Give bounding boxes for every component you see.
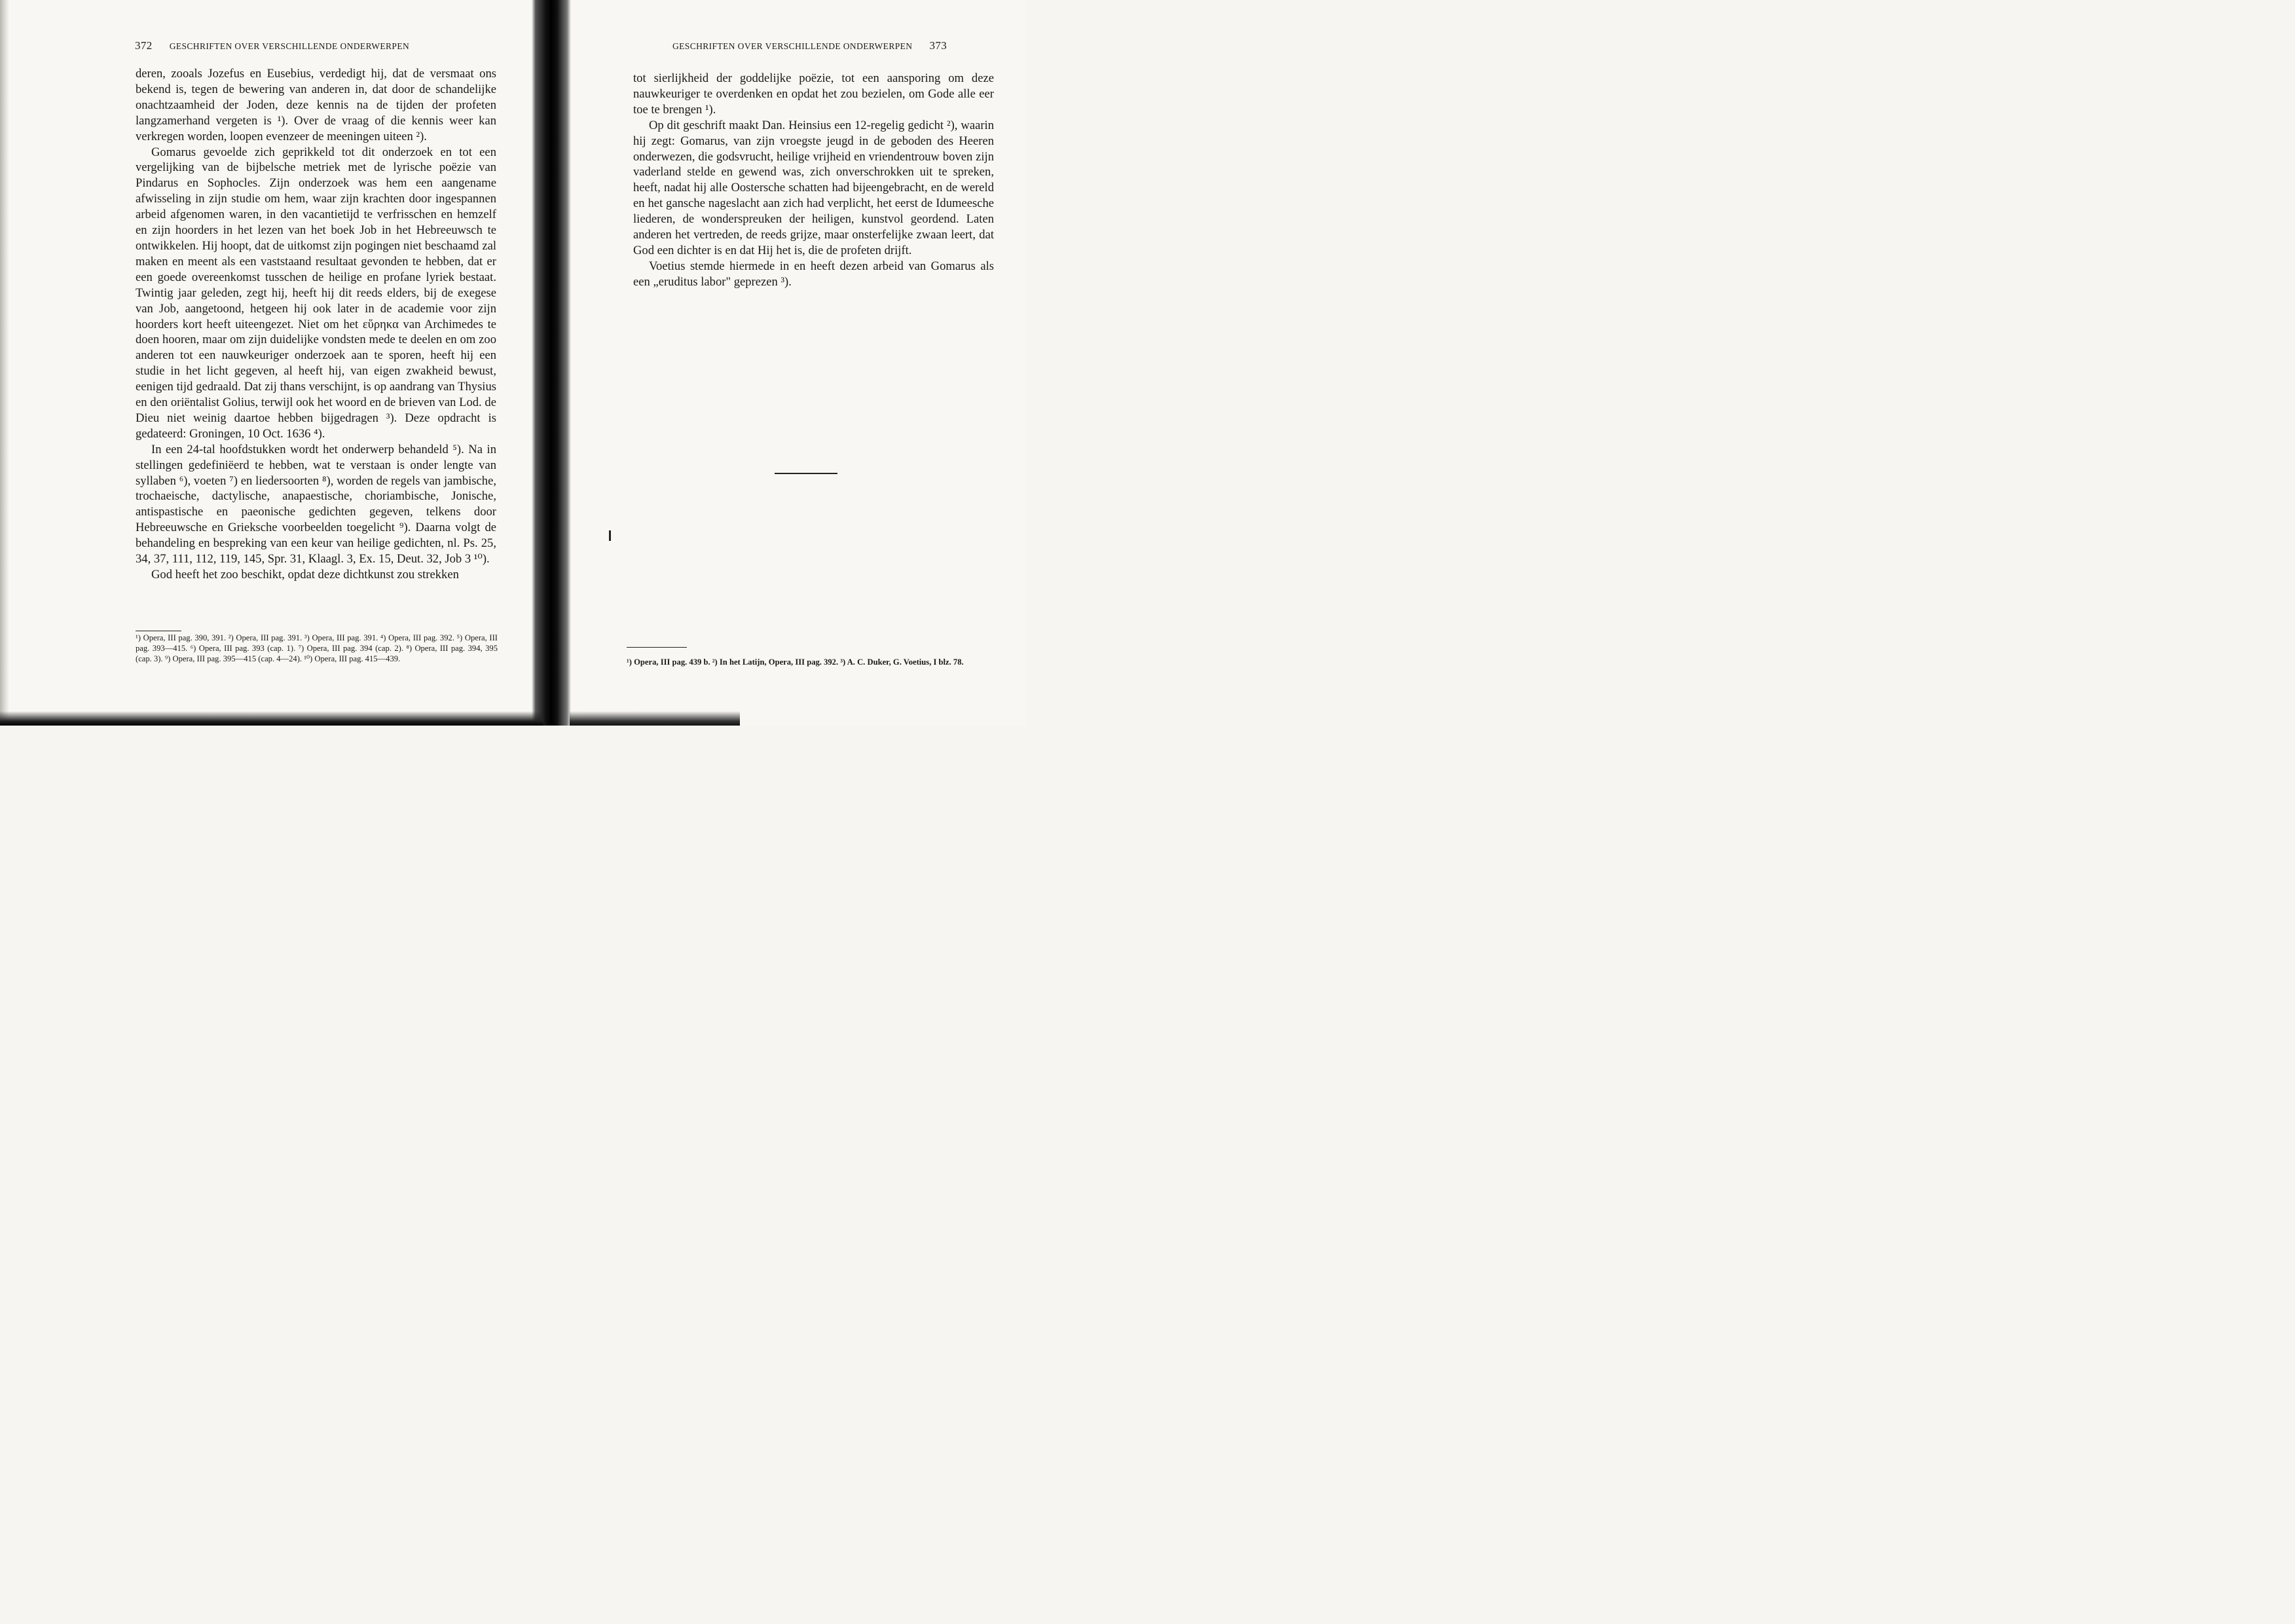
left-paragraph-3: In een 24-tal hoofdstukken wordt het onderwerp behandeld ⁵). Na in stellingen gedefiniëerd te hebben, wat te verstaan is onder lengte van syllaben ⁶), voeten ⁷) en liedersoorten ⁸), worden de regels van jambische, trochaeische, dactylische, anapaestische, choriambische, Jonische, antispastische en paeonische gedichten gegeven, telkens door Hebreeuwsche en Grieksche voorbeelden toegelicht ⁹). Daarna volgt de behandeling en bespreking van een keur van heilige gedichten, nl. Ps. 25, 34, 37, 111, 112, 119, 145, Spr. 31, Klaagl. 3, Ex. 15, Deut. 32, Job 3 ¹⁰). <box>136 442 496 566</box>
left-running-head <box>135 39 409 52</box>
left-page-number: 372 <box>135 39 153 52</box>
left-paragraph-1: deren, zooals Jozefus en Eusebius, verdedigt hij, dat de versmaat ons bekend is, tegen de bewering van anderen in, dat door de schandelijke onachtzaamheid der Joden, deze kennis na de tijden der profeten langzamerhand vergeten is ¹). Over de vraag of die kennis weer kan verkregen worden, loopen evenzeer de meeningen uiteen ²). <box>136 67 496 143</box>
right-paragraph-3: Voetius stemde hiermede in en heeft dezen arbeid van Gomarus als een „eruditus labor" geprezen ³). <box>633 259 994 289</box>
right-footnotes <box>627 657 989 667</box>
right-paragraph-2: Op dit geschrift maakt Dan. Heinsius een 12-regelig gedicht ²), waarin hij zegt: Gomarus, van zijn vroegste jeugd in de geboden des Heeren onderwezen, die godsvrucht, heilige vrijheid en vriendentrouw boven zijn vaderland stelde en gewend was, zich onverschrokken uit te spreken, heeft, nadat hij alle Oostersche schatten had bijeengebracht, en de wereld en het gansche nageslacht aan zich had verplicht, het eerst de Idumeesche liederen, de wonderspreuken der heiligen, kunstvol geordend. Laten anderen het vertreden, de reeds grijze, maar onsterfelijke zwaan leert, dat God een dichter is en dat Hij het is, die de profeten drijft. <box>633 118 994 257</box>
bottom-edge-shadow-right <box>570 711 740 726</box>
left-body-text <box>136 66 496 583</box>
right-paragraph-1: tot sierlijkheid der goddelijke poëzie, tot een aansporing om deze nauwkeuriger te overdenken en opdat het zou bezielen, om Gode alle eer toe te brengen ¹). <box>633 71 994 117</box>
right-running-title: GESCHRIFTEN OVER VERSCHILLENDE ONDERWERPEN <box>672 41 913 51</box>
scan-mark <box>609 530 611 541</box>
left-footnotes <box>136 633 498 665</box>
right-footnote-rule <box>627 647 687 648</box>
right-running-head <box>672 39 947 52</box>
book-gutter <box>532 0 571 726</box>
left-paragraph-2: Gomarus gevoelde zich geprikkeld tot dit onderzoek en tot een vergelijking van de bijbelsche metriek met de lyrische poëzie van Pindarus en Sophocles. Zijn onderzoek was hem een aangename afwisseling in zijn studie om hem, waar zijn krachten door ingespannen arbeid afgenomen waren, in den vacantietijd te verfrisschen en hemzelf en zijn hoorders in het lezen van het boek Job in het Hebreeuwsch te ontwikkelen. Hij hoopt, dat de uitkomst zijn pogingen niet beschaamd zal maken en meent als een vaststaand resultaat gevonden te hebben, dat er een goede overeenkomst tusschen de heilige en profane lyriek bestaat. Twintig jaar geleden, zegt hij, heeft hij dit reeds elders, bij de exegese van Job, aangetoond, hetgeen hij ook later in de academie voor zijn hoorders kort heeft uiteengezet. Niet om het εὕρηκα van Archimedes te doen hooren, maar om zijn duidelijke vondsten mede te deelen en om zoo anderen tot een nauwkeuriger onderzoek aan te sporen, heeft hij een studie in het licht gegeven, al heeft hij, van eigen zwakheid bewust, eenigen tijd gedraald. Dat zij thans verschijnt, is op aandrang van Thysius en den oriëntalist Golius, terwijl ook het woord en de brieven van Lod. de Dieu niet weinig daartoe hebben bijgedragen ³). Deze opdracht is gedateerd: Groningen, 10 Oct. 1636 ⁴). <box>136 145 496 441</box>
left-footnote-block: ¹) Opera, III pag. 390, 391. ²) Opera, III pag. 391. ³) Opera, III pag. 391. ⁴) Opera, III pag. 392. ⁵) Opera, III pag. 393—415. ⁶) Opera, III pag. 393 (cap. 1). ⁷) Opera, III pag. 394 (cap. 2). ⁸) Opera, III pag. 394, 395 (cap. 3). ⁹) Opera, III pag. 395—415 (cap. 4—24). ¹⁰) Opera, III pag. 415—439. <box>136 633 498 664</box>
page-edge-shadow <box>0 0 9 726</box>
bottom-edge-shadow-left <box>0 711 543 726</box>
left-running-title: GESCHRIFTEN OVER VERSCHILLENDE ONDERWERPEN <box>169 41 410 51</box>
section-divider-rule <box>775 473 837 474</box>
right-body-text <box>633 71 994 290</box>
right-page-number: 373 <box>929 39 947 52</box>
left-paragraph-4: God heeft het zoo beschikt, opdat deze dichtkunst zou strekken <box>151 568 459 581</box>
right-footnote-block: ¹) Opera, III pag. 439 b. ²) In het Latijn, Opera, III pag. 392. ³) A. C. Duker, G. Voetius, I blz. 78. <box>627 657 964 667</box>
